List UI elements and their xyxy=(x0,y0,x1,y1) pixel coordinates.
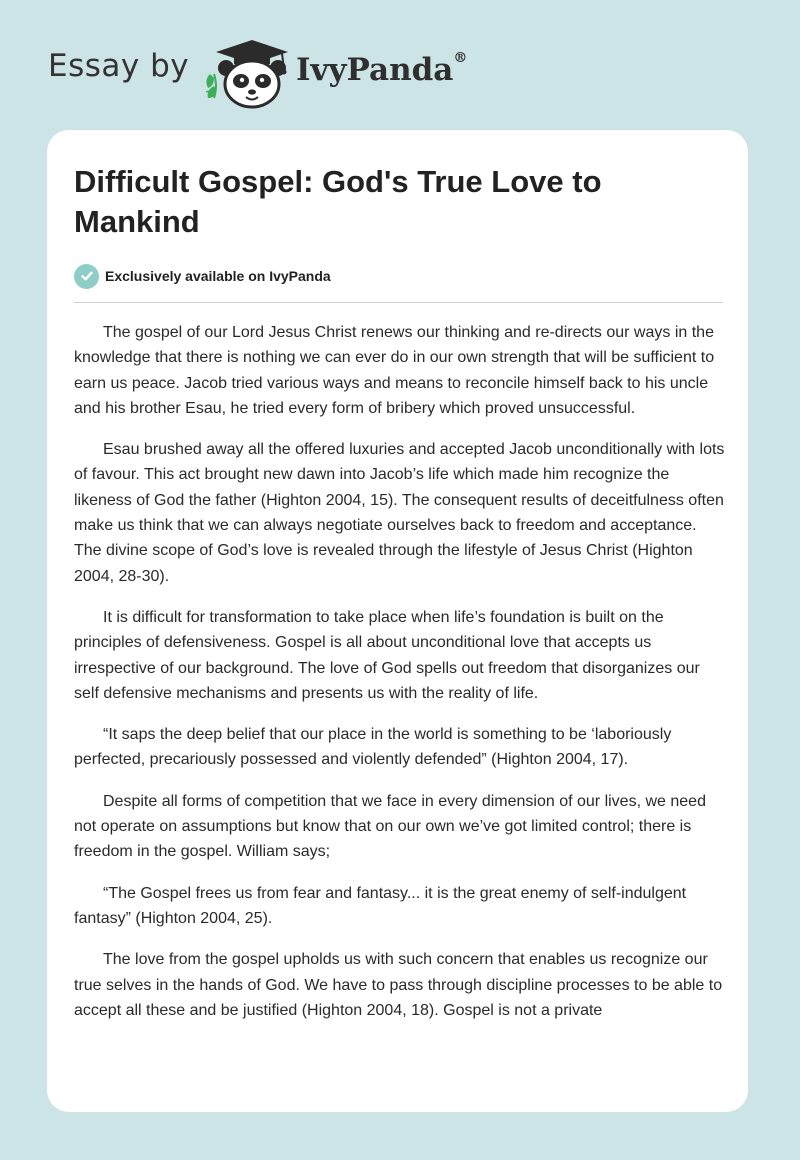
paragraph: The gospel of our Lord Jesus Christ renews our thinking and re-directs our ways in the knowledge that there is nothing we can ever do in our own strength that will be sufficient to earn us peace. Jacob tried various ways and means to reconcile himself back to his uncle and his brother Esau, he tried every form of bribery which proved unsuccessful. xyxy=(74,324,715,417)
paragraph: The love from the gospel upholds us with such concern that enables us recognize our true selves in the hands of God. We have to pass through discipline processes to be able to accept all these and be justified (Highton 2004, 18). Gospel is not a private xyxy=(74,951,723,1019)
ivy-leaf-icon xyxy=(206,74,216,98)
page-title: Difficult Gospel: God's True Love to Mankind xyxy=(74,164,602,239)
site-header xyxy=(0,0,800,125)
brand-logo-text[interactable]: IvyPanda® xyxy=(296,50,468,88)
essay-by-label: Essay by xyxy=(48,48,190,84)
paragraph: It is difficult for transformation to take place when life’s foundation is built on the principles of defensiveness. Gospel is all about unconditional love that accepts us irrespective of our background. The love of God spells out freedom that disorganizes our self defensive mechanisms and presents us with the reality of life. xyxy=(74,608,700,702)
exclusive-badge xyxy=(74,263,331,289)
paragraph: Despite all forms of competition that we face in every dimension of our lives, we need not operate on assumptions but know that on our own we’ve got limited control; there is freedom in the gospel. William says; xyxy=(74,792,706,861)
divider xyxy=(74,302,723,303)
paragraph: Esau brushed away all the offered luxuries and accepted Jacob unconditionally with lots of favour. This act brought new dawn into Jacob’s life which made him recognize the likeness of God the father (Highton 2004, 15). The consequent results of deceitfulness often make us think that we can always negotiate ourselves back to freedom and acceptance. The divine scope of God’s love is revealed through the lifestyle of Jesus Christ (Highton 2004, 28-30). xyxy=(74,441,725,585)
quote-paragraph: “It saps the deep belief that our place in the world is something to be ‘laboriously perfected, precariously possessed and violently defended” (Highton 2004, 17). xyxy=(74,726,672,769)
check-circle-icon xyxy=(74,264,99,289)
exclusive-label: Exclusively available on IvyPanda xyxy=(105,268,331,284)
essay-body xyxy=(74,320,726,1039)
panda-graduate-icon[interactable] xyxy=(200,34,292,110)
quote-paragraph: “The Gospel frees us from fear and fantasy... it is the great enemy of self-indulgent fantasy” (Highton 2004, 25). xyxy=(74,884,687,927)
essay-card xyxy=(47,130,748,1112)
